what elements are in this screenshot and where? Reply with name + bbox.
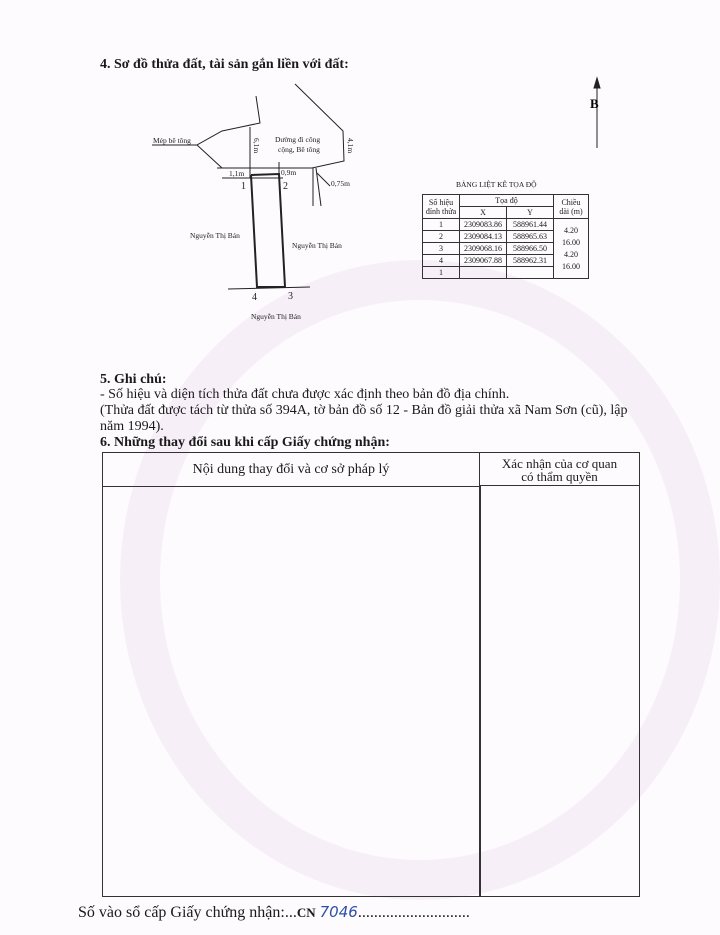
registration-label: Số vào sổ cấp Giấy chứng nhận:... [78, 904, 297, 921]
edge-label: Mép bê tông [153, 136, 191, 145]
length: 16.00 [562, 238, 580, 247]
note-line-2: (Thửa đất được tách từ thửa số 394A, tờ bản đồ số 12 - Bản đồ giải thửa xã Nam Sơn (cũ), lập năm 1994). [100, 403, 628, 434]
neighbor-right: Nguyễn Thị Bán [292, 241, 342, 250]
cell: 2309067.88 [460, 255, 507, 267]
point-1: 1 [241, 181, 246, 192]
cell: 588962.31 [507, 255, 554, 267]
dim-right: 4,1m [346, 138, 355, 154]
neighbor-bottom: Nguyễn Thị Bán [251, 312, 301, 321]
column-divider [479, 486, 481, 896]
cell: 588961.44 [507, 219, 554, 231]
dim-0-75: 0,75m [331, 179, 350, 188]
header-x: X [460, 207, 507, 219]
north-label: B [590, 96, 599, 111]
cell: 588966.50 [507, 243, 554, 255]
point-4: 4 [252, 292, 257, 303]
section5-title: 5. Ghi chú: [100, 372, 167, 387]
cell: 588965.63 [507, 231, 554, 243]
coord-table [422, 194, 589, 279]
header-point: Số hiệu đỉnh thửa [423, 195, 460, 219]
cell [460, 267, 507, 279]
section6-title: 6. Những thay đổi sau khi cấp Giấy chứng nhận: [100, 435, 390, 450]
registration-handwritten-number: 7046 [319, 903, 358, 921]
header-confirmation-line2: có thẩm quyền [521, 469, 598, 484]
cell: 2309084.13 [460, 231, 507, 243]
header-content: Nội dung thay đổi và cơ sở pháp lý [103, 453, 480, 487]
dim-left: 6,1m [252, 138, 261, 154]
lengths-cell [554, 219, 589, 279]
changes-table [102, 452, 640, 897]
header-confirmation-line1: Xác nhận của cơ quan [501, 456, 618, 471]
header-length: Chiều dài (m) [554, 195, 589, 219]
cell: 4 [423, 255, 460, 267]
road-label: Dường đi công [275, 135, 321, 144]
registration-dots: ............................ [357, 904, 470, 921]
dim-0-9: 0,9m [281, 168, 297, 177]
point-3: 3 [288, 291, 293, 302]
cell [507, 267, 554, 279]
length: 4.20 [564, 226, 578, 235]
coord-table-title: BẢNG LIỆT KÊ TỌA ĐỘ [456, 180, 537, 189]
note-line-1: - Số hiệu và diện tích thửa đất chưa được xác định theo bản đồ địa chính. [100, 387, 510, 402]
length: 16.00 [562, 262, 580, 271]
cell: 2 [423, 231, 460, 243]
length: 4.20 [564, 250, 578, 259]
cell: 1 [423, 219, 460, 231]
header-confirmation [480, 453, 639, 486]
point-2: 2 [283, 181, 288, 192]
registration-prefix: CN [296, 905, 316, 920]
registration-number [78, 903, 470, 922]
dim-1-1: 1,1m [229, 169, 245, 178]
cell: 2309083.86 [460, 219, 507, 231]
section4-title: 4. Sơ đồ thửa đất, tài sản gắn liền với đất: [100, 57, 349, 72]
table-row [423, 219, 589, 231]
road-label-2: cộng, Bê tông [278, 145, 320, 154]
land-plot-diagram [0, 0, 720, 340]
header-y: Y [507, 207, 554, 219]
neighbor-left: Nguyễn Thị Bán [190, 231, 240, 240]
header-coord: Tọa độ [460, 195, 554, 207]
cell: 3 [423, 243, 460, 255]
cell: 2309068.16 [460, 243, 507, 255]
cell: 1 [423, 267, 460, 279]
